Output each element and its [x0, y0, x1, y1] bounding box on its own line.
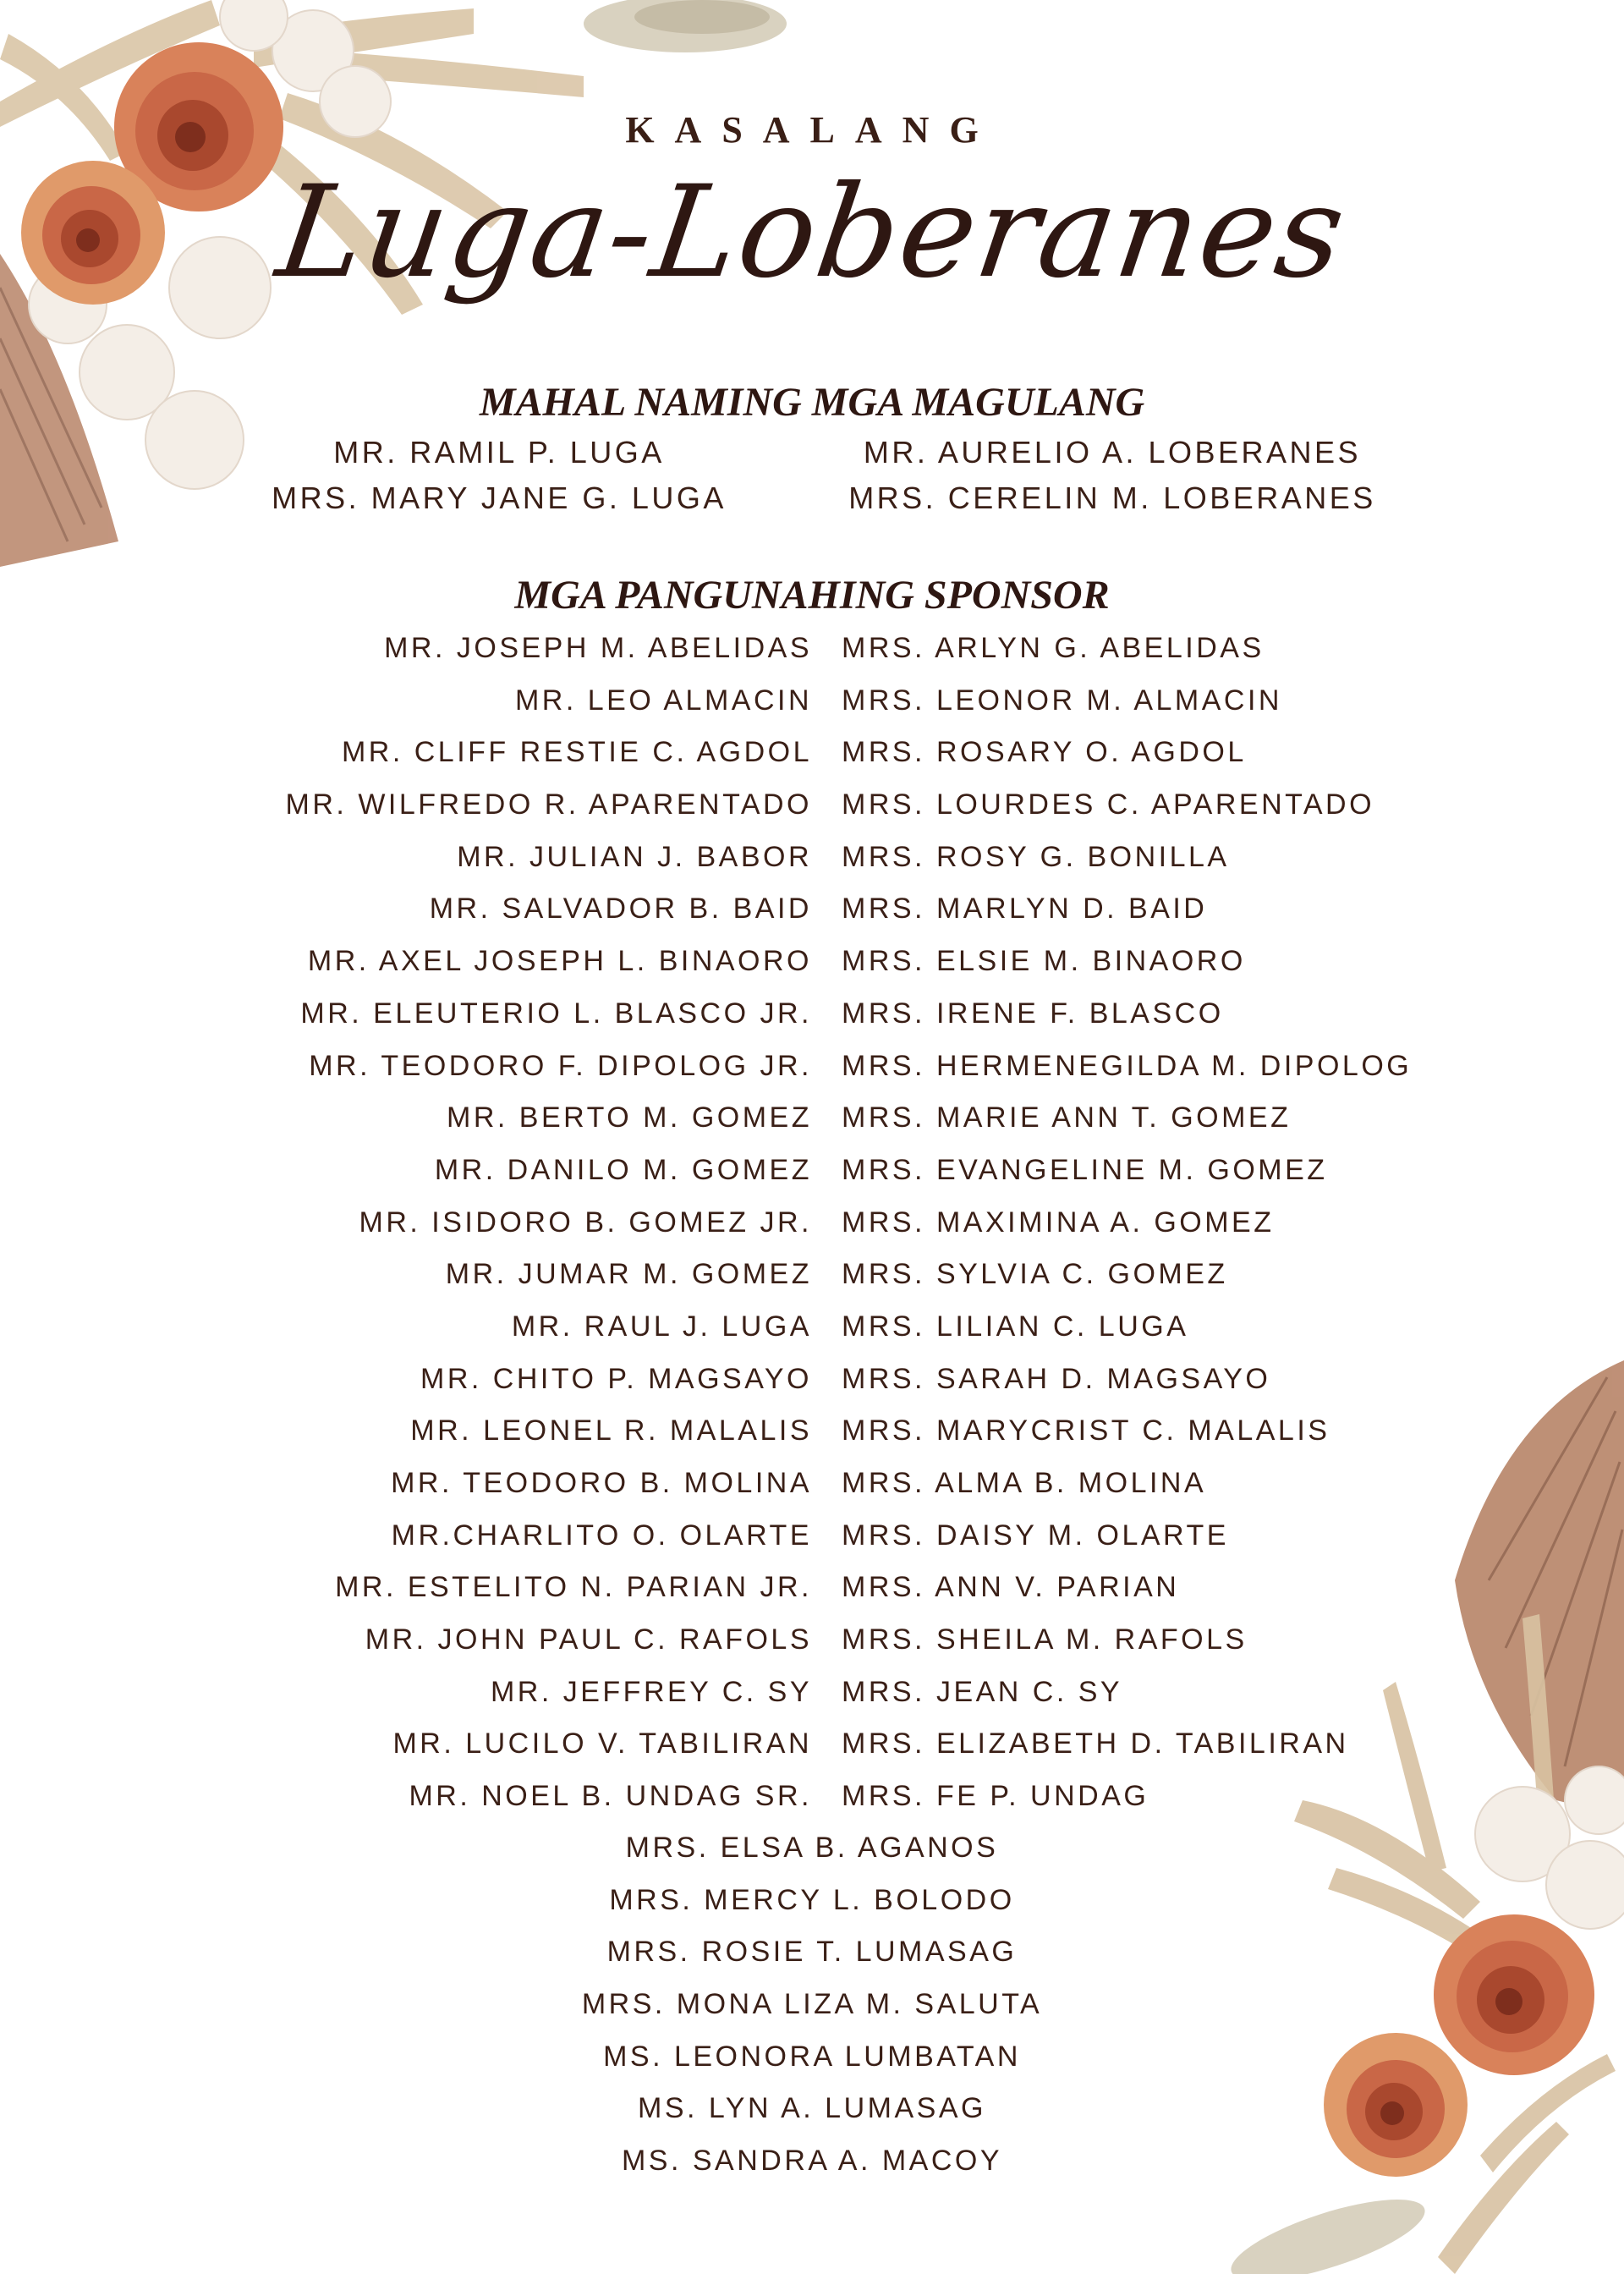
sponsor-pair-row: [0, 1772, 1624, 1825]
sponsor-male: MR. JOSEPH M. ABELIDAS: [384, 632, 812, 664]
sponsor-female: MRS. MARIE ANN T. GOMEZ: [842, 1101, 1292, 1134]
parent-name: MRS. MARY JANE G. LUGA: [272, 481, 727, 515]
sponsor-pair-row: [0, 728, 1624, 781]
sponsor-female: MRS. ALMA B. MOLINA: [842, 1467, 1207, 1499]
sponsor-male: MR. CLIFF RESTIE C. AGDOL: [341, 736, 812, 769]
sponsor-female: MRS. ANN V. PARIAN: [842, 1571, 1180, 1604]
sponsor-female: MRS. EVANGELINE M. GOMEZ: [842, 1153, 1328, 1186]
single-sponsor: MRS. ELSA B. AGANOS: [625, 1832, 999, 1864]
parent-name: MR. AURELIO A. LOBERANES: [863, 435, 1362, 470]
parents-section-title: MAHAL NAMING MGA MAGULANG: [479, 380, 1145, 425]
sponsor-female: MRS. MARLYN D. BAID: [842, 893, 1208, 926]
sponsor-female: MRS. ARLYN G. ABELIDAS: [842, 632, 1265, 664]
sponsor-female: MRS. MARYCRIST C. MALALIS: [842, 1414, 1330, 1447]
sponsor-female: MRS. ROSY G. BONILLA: [842, 840, 1230, 873]
bride-parents: [791, 430, 1434, 521]
sponsor-pair-row: [0, 833, 1624, 886]
sponsor-male: MR. NOEL B. UNDAG SR.: [409, 1780, 812, 1813]
sponsor-pair-row: [0, 1407, 1624, 1459]
sponsor-pair-row: [0, 1459, 1624, 1512]
sponsor-pair-row: [0, 1720, 1624, 1772]
sponsor-male: MR. AXEL JOSEPH L. BINAORO: [307, 945, 812, 978]
sponsor-female: MRS. ROSARY O. AGDOL: [842, 736, 1247, 769]
sponsor-female: MRS. LILIAN C. LUGA: [842, 1310, 1189, 1343]
sponsor-female: MRS. ELSIE M. BINAORO: [842, 945, 1246, 978]
sponsor-male: MR. SALVADOR B. BAID: [429, 893, 812, 926]
sponsor-male: MR. DANILO M. GOMEZ: [434, 1153, 812, 1186]
sponsor-male: MR.CHARLITO O. OLARTE: [391, 1519, 812, 1552]
sponsor-male: MR. JULIAN J. BABOR: [457, 840, 812, 873]
sponsor-female: MRS. LOURDES C. APARENTADO: [842, 788, 1375, 821]
sponsor-male: MR. RAUL J. LUGA: [511, 1310, 812, 1343]
sponsor-male: MR. ESTELITO N. PARIAN JR.: [335, 1571, 812, 1604]
parent-name: MR. RAMIL P. LUGA: [333, 435, 665, 470]
single-sponsor: MS. SANDRA A. MACOY: [621, 2145, 1003, 2178]
sponsor-female: MRS. HERMENEGILDA M. DIPOLOG: [842, 1049, 1413, 1082]
sponsor-pair-row: [0, 1512, 1624, 1564]
sponsor-male: MR. ISIDORO B. GOMEZ JR.: [359, 1206, 812, 1239]
parents-list: [0, 430, 1624, 523]
sponsor-male: MR. TEODORO B. MOLINA: [391, 1467, 812, 1499]
couple-name-title: Luga-Loberanes: [269, 159, 1355, 306]
sponsor-female: MRS. FE P. UNDAG: [842, 1780, 1149, 1813]
single-sponsor: MS. LYN A. LUMASAG: [638, 2092, 986, 2125]
sponsor-female: MRS. IRENE F. BLASCO: [842, 997, 1224, 1030]
sponsor-pair-row: [0, 1250, 1624, 1303]
sponsor-male: MR. JOHN PAUL C. RAFOLS: [365, 1623, 812, 1656]
sponsor-female: MRS. JEAN C. SY: [842, 1675, 1123, 1708]
sponsor-pair-row: [0, 885, 1624, 937]
sponsor-female: MRS. SARAH D. MAGSAYO: [842, 1362, 1271, 1395]
sponsor-pair-row: [0, 781, 1624, 833]
single-sponsor: MRS. MERCY L. BOLODO: [609, 1883, 1015, 1916]
sponsors-section-title: MGA PANGUNAHING SPONSOR: [514, 573, 1110, 618]
sponsor-male: MR. CHITO P. MAGSAYO: [420, 1362, 812, 1395]
groom-parents: [178, 430, 820, 521]
sponsor-male: MR. LEO ALMACIN: [514, 684, 812, 717]
sponsor-pair-row: [0, 1303, 1624, 1355]
sponsor-pair-row: [0, 1355, 1624, 1408]
sponsor-male: MR. LEONEL R. MALALIS: [410, 1414, 812, 1447]
sponsor-pair-row: [0, 1668, 1624, 1721]
sponsor-male: MR. WILFREDO R. APARENTADO: [285, 788, 812, 821]
sponsor-female: MRS. LEONOR M. ALMACIN: [842, 684, 1282, 717]
header-kicker: KASALANG: [625, 109, 999, 151]
sponsor-pair-row: [0, 624, 1624, 677]
sponsor-female: MRS. MAXIMINA A. GOMEZ: [842, 1206, 1275, 1239]
sponsor-male: MR. BERTO M. GOMEZ: [447, 1101, 812, 1134]
sponsor-male: MR. JUMAR M. GOMEZ: [445, 1258, 812, 1291]
sponsor-female: MRS. ELIZABETH D. TABILIRAN: [842, 1727, 1349, 1760]
sponsor-pair-row: [0, 1094, 1624, 1146]
parent-name: MRS. CERELIN M. LOBERANES: [848, 481, 1376, 515]
sponsor-male: MR. JEFFREY C. SY: [490, 1675, 812, 1708]
sponsor-pair-row: [0, 937, 1624, 990]
sponsor-male: MR. ELEUTERIO L. BLASCO JR.: [300, 997, 812, 1030]
sponsor-pair-row: [0, 1146, 1624, 1199]
single-sponsor: MRS. ROSIE T. LUMASAG: [606, 1936, 1018, 1969]
sponsor-pair-row: [0, 1042, 1624, 1095]
sponsor-pair-row: [0, 1616, 1624, 1668]
sponsor-pair-row: [0, 990, 1624, 1042]
sponsor-pairs-list: [0, 624, 1624, 1825]
sponsor-pair-row: [0, 677, 1624, 729]
sponsor-male: MR. LUCILO V. TABILIRAN: [392, 1727, 812, 1760]
sponsor-female: MRS. SYLVIA C. GOMEZ: [842, 1258, 1228, 1291]
single-sponsor: MS. LEONORA LUMBATAN: [603, 2040, 1021, 2073]
sponsor-female: MRS. SHEILA M. RAFOLS: [842, 1623, 1248, 1656]
sponsor-pair-row: [0, 1563, 1624, 1616]
sponsor-pair-row: [0, 1199, 1624, 1251]
sponsor-female: MRS. DAISY M. OLARTE: [842, 1519, 1229, 1552]
single-sponsor: MRS. MONA LIZA M. SALUTA: [581, 1988, 1043, 2021]
sponsor-male: MR. TEODORO F. DIPOLOG JR.: [309, 1049, 812, 1082]
single-sponsors-list: [0, 1824, 1624, 2189]
